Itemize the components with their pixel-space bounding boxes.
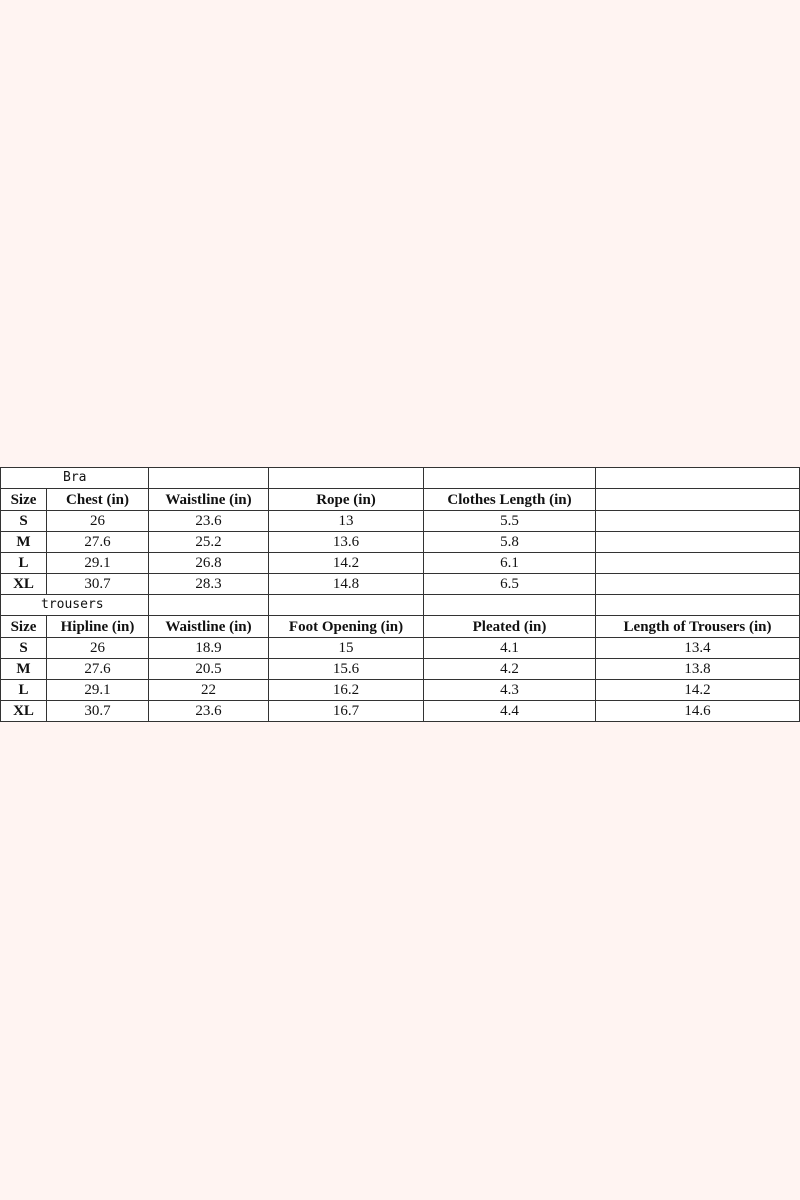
column-header: Chest (in) bbox=[47, 489, 149, 511]
table-cell: 23.6 bbox=[149, 701, 269, 722]
empty-cell bbox=[424, 595, 596, 616]
header-row bbox=[1, 616, 800, 638]
header-row bbox=[1, 489, 800, 511]
table-row bbox=[1, 511, 800, 532]
table-cell: 14.2 bbox=[596, 680, 800, 701]
table-cell: 13 bbox=[269, 511, 424, 532]
table-cell: 15 bbox=[269, 638, 424, 659]
table-cell: 5.5 bbox=[424, 511, 596, 532]
section-title-cell bbox=[1, 595, 149, 616]
table-row bbox=[1, 680, 800, 701]
table-cell: 23.6 bbox=[149, 511, 269, 532]
size-chart-table bbox=[0, 467, 800, 722]
table-cell: 15.6 bbox=[269, 659, 424, 680]
table-cell: 30.7 bbox=[47, 574, 149, 595]
table-cell: 13.4 bbox=[596, 638, 800, 659]
size-label: XL bbox=[1, 701, 47, 722]
table-cell: 29.1 bbox=[47, 553, 149, 574]
section-title: Bra bbox=[63, 470, 87, 485]
table-cell: 16.2 bbox=[269, 680, 424, 701]
table-cell: 30.7 bbox=[47, 701, 149, 722]
size-label: XL bbox=[1, 574, 47, 595]
column-header: Hipline (in) bbox=[47, 616, 149, 638]
size-label: M bbox=[1, 659, 47, 680]
table-cell: 16.7 bbox=[269, 701, 424, 722]
table-row bbox=[1, 659, 800, 680]
table-row bbox=[1, 638, 800, 659]
column-header: Waistline (in) bbox=[149, 489, 269, 511]
section-title-row bbox=[1, 595, 800, 616]
table-cell: 18.9 bbox=[149, 638, 269, 659]
section-title: trousers bbox=[41, 597, 104, 612]
column-header bbox=[596, 489, 800, 511]
column-header: Clothes Length (in) bbox=[424, 489, 596, 511]
table-cell bbox=[596, 511, 800, 532]
column-header: Waistline (in) bbox=[149, 616, 269, 638]
size-label: S bbox=[1, 638, 47, 659]
table-cell: 28.3 bbox=[149, 574, 269, 595]
table-cell bbox=[596, 532, 800, 553]
column-header: Rope (in) bbox=[269, 489, 424, 511]
size-chart-body bbox=[1, 468, 800, 722]
table-cell: 25.2 bbox=[149, 532, 269, 553]
section-title-row bbox=[1, 468, 800, 489]
size-label: M bbox=[1, 532, 47, 553]
table-row bbox=[1, 701, 800, 722]
table-cell: 29.1 bbox=[47, 680, 149, 701]
table-cell: 14.2 bbox=[269, 553, 424, 574]
table-cell: 27.6 bbox=[47, 659, 149, 680]
column-header: Size bbox=[1, 616, 47, 638]
column-header: Foot Opening (in) bbox=[269, 616, 424, 638]
column-header: Pleated (in) bbox=[424, 616, 596, 638]
empty-cell bbox=[269, 595, 424, 616]
table-cell bbox=[596, 574, 800, 595]
empty-cell bbox=[149, 468, 269, 489]
table-cell: 26 bbox=[47, 511, 149, 532]
table-cell: 4.3 bbox=[424, 680, 596, 701]
table-cell: 14.8 bbox=[269, 574, 424, 595]
table-cell: 26 bbox=[47, 638, 149, 659]
table-cell: 22 bbox=[149, 680, 269, 701]
empty-cell bbox=[596, 595, 800, 616]
empty-cell bbox=[596, 468, 800, 489]
size-label: L bbox=[1, 680, 47, 701]
size-label: L bbox=[1, 553, 47, 574]
table-cell bbox=[596, 553, 800, 574]
empty-cell bbox=[149, 595, 269, 616]
table-cell: 4.1 bbox=[424, 638, 596, 659]
table-cell: 6.5 bbox=[424, 574, 596, 595]
table-cell: 5.8 bbox=[424, 532, 596, 553]
table-cell: 6.1 bbox=[424, 553, 596, 574]
table-cell: 13.6 bbox=[269, 532, 424, 553]
size-label: S bbox=[1, 511, 47, 532]
table-cell: 20.5 bbox=[149, 659, 269, 680]
section-title-cell bbox=[1, 468, 149, 489]
table-cell: 4.4 bbox=[424, 701, 596, 722]
empty-cell bbox=[269, 468, 424, 489]
table-cell: 27.6 bbox=[47, 532, 149, 553]
table-row bbox=[1, 553, 800, 574]
column-header: Size bbox=[1, 489, 47, 511]
column-header: Length of Trousers (in) bbox=[596, 616, 800, 638]
table-cell: 4.2 bbox=[424, 659, 596, 680]
table-cell: 26.8 bbox=[149, 553, 269, 574]
table-row bbox=[1, 532, 800, 553]
table-row bbox=[1, 574, 800, 595]
empty-cell bbox=[424, 468, 596, 489]
table-cell: 13.8 bbox=[596, 659, 800, 680]
table-cell: 14.6 bbox=[596, 701, 800, 722]
